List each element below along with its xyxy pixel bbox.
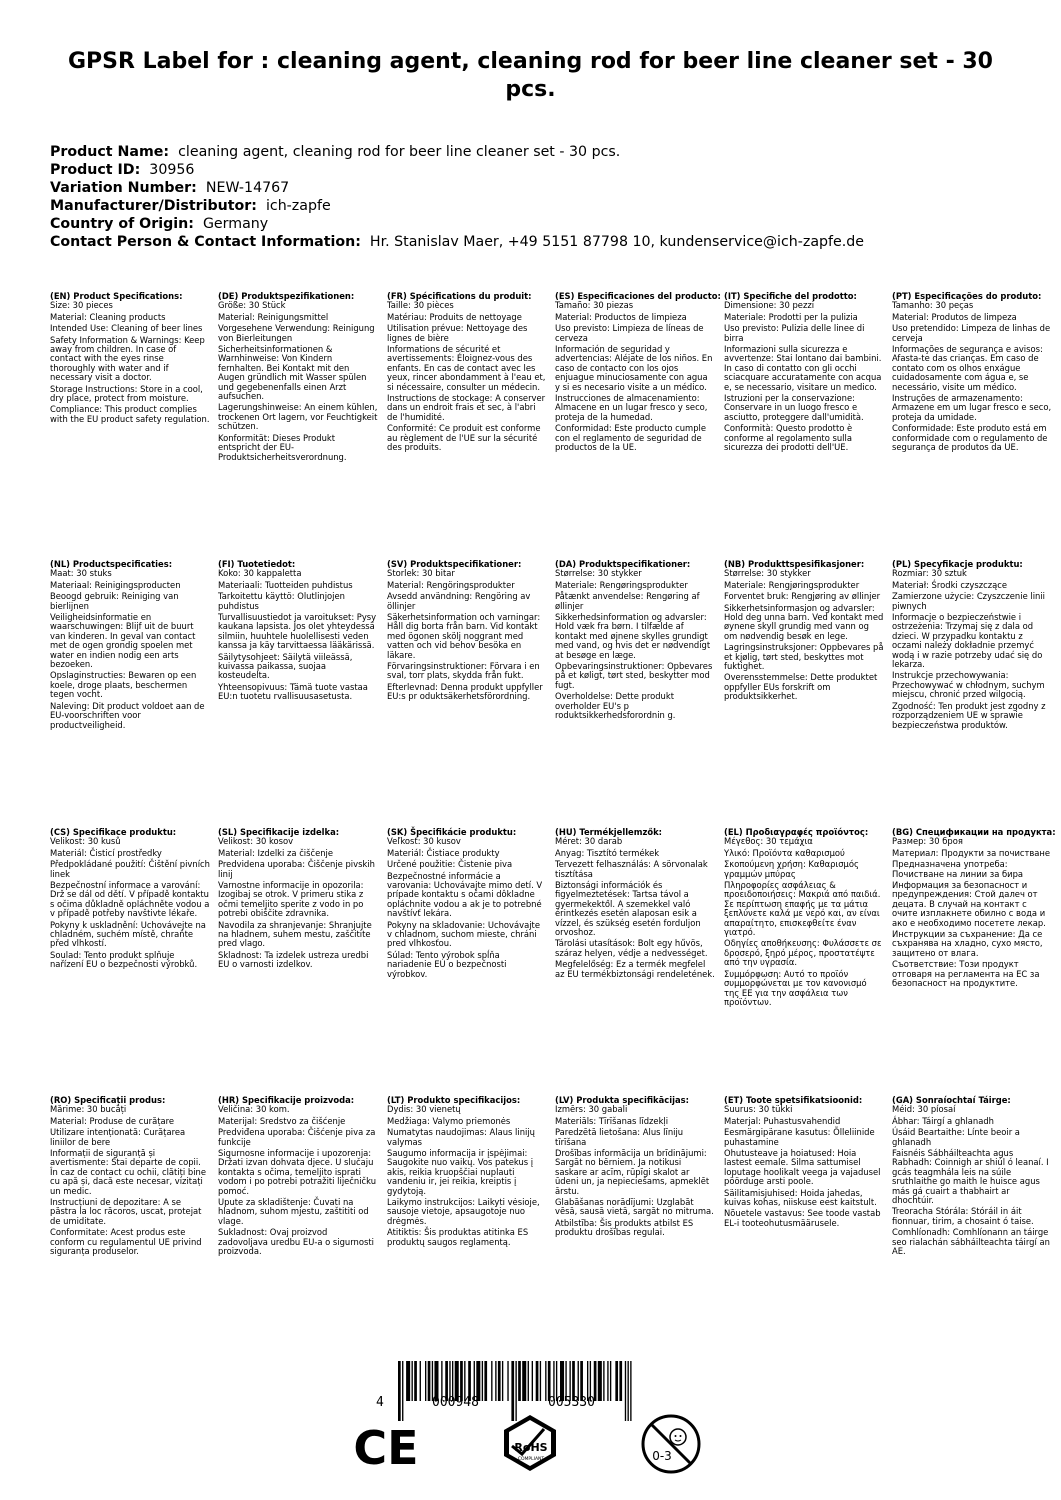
language-paragraph: Ohutusteave ja hoiatused: Hoia lastest eemale. Silma sattumisel loputage hoolikalt veega ja vajadusel pöörduge arsti poole. <box>724 1148 881 1187</box>
barcode-bar <box>428 1361 431 1401</box>
language-paragraph: Storage Instructions: Store in a cool, dry place, protect from moisture. <box>50 383 203 404</box>
language-block <box>555 291 721 455</box>
barcode-bar <box>528 1361 529 1401</box>
language-paragraph: Koko: 30 kappaletta <box>218 568 302 579</box>
language-heading: (LV) Produkta specifikācijas: <box>555 1095 689 1105</box>
language-paragraph: Størrelse: 30 stykker <box>555 568 642 579</box>
language-paragraph: Instrucțiuni de depozitare: A se păstra la loc răcoros, uscat, protejat de umiditate. <box>50 1197 202 1226</box>
language-paragraph: Tamanho: 30 peças <box>892 300 974 311</box>
language-paragraph: Zamierzone użycie: Czyszczenie linii piwnych <box>892 591 1045 611</box>
language-paragraph: Efterlevnad: Denna produkt uppfyller EU:s pr oduktsäkerhetsförordning. <box>387 681 543 702</box>
language-heading: (BG) Спецификации на продукта: <box>892 827 1056 837</box>
language-paragraph: Velikost: 30 kosov <box>218 836 294 847</box>
language-paragraph: Uso pretendido: Limpeza de linhas de cerveja <box>892 323 1051 343</box>
language-heading: (PT) Especificações do produto: <box>892 291 1042 301</box>
manufacturer-label: Manufacturer/Distributor: <box>50 198 257 214</box>
language-paragraph: Utilizare intenționată: Curățarea liniilor de bere <box>50 1127 186 1147</box>
language-paragraph: Tervezett felhasználás: A sörvonalak tisztítása <box>555 859 708 879</box>
barcode-bar <box>402 1361 403 1421</box>
language-paragraph: Ábhar: Táirgí a ghlanadh <box>892 1115 994 1126</box>
language-paragraph: Size: 30 pieces <box>50 300 113 311</box>
language-paragraph: Súlad: Tento výrobok spĺňa nariadenie EÚ o bezpečnosti výrobkov. <box>387 949 507 979</box>
language-heading: (SK) Špecifikácie produktu: <box>387 827 517 837</box>
product-id-label: Product ID: <box>50 162 141 178</box>
language-block <box>724 828 884 1009</box>
language-paragraph: Conformità: Questo prodotto è conforme al regolamento sulla sicurezza dei prodotti dell'UE. <box>724 423 853 453</box>
language-paragraph: Předpokládané použití: Čištění pivních linek <box>50 859 210 879</box>
barcode-digit-left: 4 <box>376 1395 384 1410</box>
language-paragraph: Informations de sécurité et avertissements: Éloignez-vous des enfants. En cas de contact avec les yeux, rincer abondamment à l'eau et, si nécessaire, consulter un médecin. <box>387 344 546 392</box>
product-name-label: Product Name: <box>50 144 170 160</box>
language-paragraph: Material: Reinigungsmittel <box>218 311 329 322</box>
language-paragraph: Materiál: Čistiace produkty <box>387 847 500 858</box>
language-heading: (DA) Produktspecifikationer: <box>555 559 691 569</box>
language-paragraph: Instruções de armazenamento: Armazene em um lugar fresco e seco, proteja da umidade. <box>892 393 1052 422</box>
language-block <box>555 828 715 981</box>
barcode-bar <box>603 1361 604 1401</box>
variation-number-value: NEW-14767 <box>205 180 290 196</box>
language-paragraph: Matériau: Produits de nettoyage <box>387 311 522 322</box>
language-paragraph: Uso previsto: Pulizia delle linee di birra <box>724 323 865 343</box>
language-heading: (SV) Produktspecifikationer: <box>387 559 522 569</box>
language-paragraph: Информация за безопасност и предупреждения: Стой далеч от децата. В случай на контакт с очите изплакнете обилно с вода и ако е необходимо посетете лекар. <box>892 880 1046 928</box>
language-paragraph: Förvaringsinstruktioner: Förvara i en sval, torr plats, skydda från fukt. <box>387 661 540 681</box>
language-paragraph: Предназначена употреба: Почистване на линии за бира <box>892 859 1024 879</box>
language-paragraph: Eesmärgipärane kasutus: Õlleliinide puhastamine <box>724 1127 875 1147</box>
language-heading: (EN) Product Specifications: <box>50 291 183 301</box>
barcode-bar <box>398 1361 401 1421</box>
barcode-bar <box>607 1361 608 1401</box>
barcode-bar <box>425 1361 426 1401</box>
language-paragraph: Velikost: 30 kusů <box>50 836 121 847</box>
language-heading: (LT) Produkto specifikacijos: <box>387 1095 521 1105</box>
language-paragraph: Pokyny k uskladnění: Uchovávejte na chladném, suchém místě, chraňte před vlhkostí. <box>50 919 206 949</box>
language-paragraph: Laikymo instrukcijos: Laikyti vėsioje, sausoje vietoje, apsaugotoje nuo drėgmės. <box>387 1197 540 1226</box>
language-paragraph: Yhteensopivuus: Tämä tuote vastaa EU:n tuotetu rvallisuusasetusta. <box>218 681 368 702</box>
language-paragraph: Materjal: Puhastusvahendid <box>724 1115 841 1126</box>
language-paragraph: Размер: 30 броя <box>892 836 963 847</box>
language-paragraph: Glabāšanas norādījumi: Uzglabāt vēsā, sausā vietā, sargāt no mitruma. <box>555 1197 714 1217</box>
language-paragraph: Materiale: Prodotti per la pulizia <box>724 311 858 322</box>
language-paragraph: Rozmiar: 30 sztuk <box>892 568 967 579</box>
barcode-bar <box>628 1361 629 1421</box>
language-paragraph: Material: Produse de curățare <box>50 1115 175 1126</box>
ce-mark-text: CE <box>353 1421 419 1472</box>
barcode-digits-mid: 000948 <box>432 1395 479 1410</box>
language-paragraph: Dimensione: 30 pezzi <box>724 300 815 311</box>
language-heading: (PL) Specyfikacje produktu: <box>892 559 1023 569</box>
language-paragraph: Paredzētā lietošana: Alus līniju tīrīšana <box>555 1127 684 1147</box>
language-paragraph: Opbevaringsinstruktioner: Opbevares på et køligt, tørt sted, beskytter mod fugt. <box>555 661 713 690</box>
language-paragraph: Informacje o bezpieczeństwie i ostrzeżenia: Trzymaj się z dala od dzieci. W przypadku kontaktu z oczami należy dokładnie przemyć wodą i w razie potrzeby udać się do lekarza. <box>892 612 1043 670</box>
language-paragraph: Izmērs: 30 gabali <box>555 1104 628 1115</box>
language-block <box>724 292 884 455</box>
language-paragraph: Tamaño: 30 piezas <box>555 300 634 311</box>
language-paragraph: Comhlíonadh: Comhlíonann an táirge seo rialachán sábháilteachta táirgí an AE. <box>892 1227 1050 1257</box>
contact-row <box>50 233 1030 251</box>
language-paragraph: Taille: 30 pièces <box>387 300 454 311</box>
language-paragraph: Méid: 30 píosaí <box>892 1104 956 1115</box>
product-info <box>50 143 1030 251</box>
language-paragraph: Conformité: Ce produit est conforme au règlement de l'UE sur la sécurité des produits. <box>387 423 541 453</box>
language-paragraph: Atbilstība: Šis produkts atbilst ES produktu drošības regulai. <box>555 1217 694 1238</box>
language-paragraph: Treoracha Stórála: Stóráil in áit fionnuar, tirim, a chosaint ó taise. <box>892 1206 1034 1226</box>
manufacturer-row <box>50 197 1030 215</box>
language-paragraph: Материал: Продукти за почистване <box>892 847 1051 858</box>
barcode-bar <box>545 1361 546 1401</box>
language-paragraph: Megfelelőség: Ez a termék megfelel az EU termékbiztonsági rendeletének. <box>555 959 715 979</box>
language-block <box>50 1096 210 1259</box>
rohs-text: RoHS <box>514 1441 548 1454</box>
language-paragraph: Faisnéis Sábháilteachta agus Rabhadh: Coinnigh ar shiúl ó leanaí. I gcás teagmhála leis na súile sruthlaithe go maith le huisce agus más gá cuairt a thabhairt ar dhochtúir. <box>892 1148 1049 1206</box>
barcode-bar <box>518 1361 521 1401</box>
language-block <box>892 292 1052 455</box>
footer-marks <box>0 1355 1061 1500</box>
language-paragraph: Información de seguridad y advertencias: Aléjate de los niños. En caso de contacto con los ojos enjuague minuciosamente con agua y si es necesario visite a un médico. <box>555 344 713 392</box>
language-paragraph: Material: Productos de limpieza <box>555 311 687 322</box>
language-paragraph: Μέγεθος: 30 τεμάχια <box>724 836 813 847</box>
language-paragraph: Säkerhetsinformation och varningar: Håll dig borta från barn. Vid kontakt med ögonen skölj noggrant med vatten och vid behov besöka en läkare. <box>387 612 541 660</box>
language-block <box>892 827 1056 991</box>
language-row <box>50 292 1060 560</box>
language-block <box>218 560 378 704</box>
language-heading: (DE) Produktspezifikationen: <box>218 291 355 301</box>
language-paragraph: Anyag: Tisztító termékek <box>555 847 660 858</box>
language-paragraph: Οδηγίες αποθήκευσης: Φυλάσσετε σε δροσερό, ξηρό μέρος, προστατέψτε από την υγρασία. <box>724 938 882 968</box>
language-paragraph: Säilitamisjuhised: Hoida jahedas, kuivas kohas, niiskuse eest kaitstult. <box>724 1187 877 1208</box>
language-paragraph: Materijal: Sredstvo za čišćenje <box>218 1115 346 1126</box>
language-paragraph: Tárolási utasítások: Bolt egy hűvös, száraz helyen, védje a nedvességet. <box>555 938 708 958</box>
language-paragraph: Bezpečnostné informácie a varovania: Uchovávajte mimo detí. V prípade kontaktu s očami dôkladne opláchnite vodou a ak je to potrebné navštívť lekára. <box>387 870 543 919</box>
language-paragraph: Σκοπούμενη χρήση: Καθαρισμός γραμμών μπύρας <box>724 859 859 879</box>
language-paragraph: Storlek: 30 bitar <box>387 568 455 579</box>
language-block <box>724 560 884 704</box>
language-paragraph: Maat: 30 stuks <box>50 568 112 579</box>
language-paragraph: Größe: 30 Stück <box>218 300 286 311</box>
language-paragraph: Säilytysohjeet: Säilytä viileässä, kuivassa paikassa, suojaa kosteudelta. <box>218 651 353 681</box>
language-heading: (FI) Tuotetiedot: <box>218 559 296 569</box>
barcode-bar <box>615 1361 618 1401</box>
language-paragraph: Vorgesehene Verwendung: Reinigung von Bierleitungen <box>218 323 375 343</box>
language-block <box>50 828 210 972</box>
language-paragraph: Material: Produtos de limpeza <box>892 311 1017 322</box>
language-paragraph: Beoogd gebruik: Reiniging van bierlijnen <box>50 591 179 611</box>
language-paragraph: Soulad: Tento produkt splňuje nařízení EU o bezpečnosti výrobků. <box>50 949 198 970</box>
language-paragraph: Úsáid Beartaithe: Línte beoir a ghlanadh <box>892 1127 1020 1147</box>
language-block <box>555 560 715 723</box>
language-paragraph: Sikkerhetsinformasjon og advarsler: Hold deg unna barn. Ved kontakt med øynene skyll grundig med vann og om nødvendig besøk en lege. <box>724 602 884 641</box>
language-paragraph: Méret: 30 darab <box>555 836 623 847</box>
language-paragraph: Určené použitie: Čistenie piva <box>387 859 513 870</box>
barcode-bar <box>625 1361 626 1421</box>
language-paragraph: Sukladnost: Ovaj proizvod zadovoljava uredbu EU-a o sigurnosti proizvoda. <box>218 1227 374 1257</box>
barcode-digits-right: 005330 <box>548 1395 595 1410</box>
language-heading: (GA) Sonraíochtaí Táirge: <box>892 1095 1011 1105</box>
country-label: Country of Origin: <box>50 216 194 232</box>
language-heading: (IT) Specifiche del prodotto: <box>724 291 857 301</box>
age-warning-icon <box>640 1413 702 1475</box>
language-paragraph: Veličina: 30 kom. <box>218 1104 290 1115</box>
product-id-row <box>50 161 1030 179</box>
language-paragraph: Lagringsinstruksjoner: Oppbevares på et kjølig, tørt sted, beskyttes mot fuktighet. <box>724 642 884 672</box>
barcode-bar <box>502 1361 503 1401</box>
language-paragraph: Material: Izdelki za čiščenje <box>218 847 334 858</box>
language-block <box>724 1096 884 1230</box>
language-paragraph: Informações de segurança e avisos: Afasta-te das crianças. Em caso de contato com os olhos enxágue cuidadosamente com água e, se necessário, visite um médico. <box>892 344 1043 392</box>
barcode-bar <box>414 1361 417 1401</box>
language-paragraph: Materiał: Środki czyszczące <box>892 579 1008 590</box>
rohs-compliant-text: COMPLIANT <box>517 1457 545 1462</box>
language-paragraph: Predvidena uporaba: Čiščenje pivskih linij <box>218 859 375 879</box>
language-heading: (NB) Produkttspesifikasjoner: <box>724 559 865 569</box>
language-paragraph: Sicherheitsinformationen & Warnhinweise: Von Kindern fernhalten. Bei Kontakt mit den Augen gründlich mit Wasser spülen und gegebenenfalls einen Arzt aufsuchen. <box>218 344 367 402</box>
barcode-bar <box>507 1361 508 1401</box>
language-paragraph: Materiale: Rengjøringsprodukter <box>724 579 860 590</box>
barcode-bar <box>515 1361 516 1421</box>
language-paragraph: Overensstemmelse: Dette produktet oppfyller EUs forskrift om produktsikkerhet. <box>724 672 878 702</box>
language-block <box>387 828 547 981</box>
language-paragraph: Intended Use: Cleaning of beer lines <box>50 323 203 334</box>
language-block <box>218 828 378 972</box>
language-paragraph: Medžiaga: Valymo priemonės <box>387 1115 511 1126</box>
barcode-bar <box>484 1361 487 1401</box>
language-block <box>892 1096 1052 1259</box>
language-paragraph: Atitiktis: Šis produktas atitinka ES produktų saugos reglamentą. <box>387 1227 529 1247</box>
variation-number-row <box>50 179 1030 197</box>
language-paragraph: Materiāls: Tīrīšanas līdzekļi <box>555 1115 669 1126</box>
barcode-bar <box>482 1361 483 1401</box>
language-paragraph: Utilisation prévue: Nettoyage des lignes de bière <box>387 323 528 343</box>
language-paragraph: Πληροφορίες ασφάλειας & προειδοποιήσεις: Μακριά από παιδιά. Σε περίπτωση επαφής με τα μάτια ξεπλύνετε καλά με νερό και, αν είναι απαραίτητο, επισκεφθείτε έναν γιατρό. <box>724 880 881 938</box>
language-paragraph: Conformidad: Este producto cumple con el reglamento de seguridad de productos de la UE. <box>555 423 706 453</box>
language-paragraph: Υλικό: Προϊόντα καθαρισμού <box>724 847 845 858</box>
language-heading: (EL) Προδιαγραφές προϊόντος: <box>724 827 869 837</box>
language-paragraph: Material: Rengöringsprodukter <box>387 579 515 590</box>
language-paragraph: Sikkerhedsinformation og advarsler: Hold væk fra børn. I tilfælde af kontakt med øjnene skylles grundigt med vand, og hvis det er nødvendigt at besøge en læge. <box>555 612 711 660</box>
language-block <box>892 560 1052 732</box>
rohs-icon <box>500 1413 560 1473</box>
language-paragraph: Materiale: Rengøringsprodukter <box>555 579 688 590</box>
country-row <box>50 215 1030 233</box>
language-paragraph: Informații de siguranță și avertismente: Stai departe de copii. În caz de contact cu ochii, clătiți bine cu apă și, dacă este necesar, vizitați un medic. <box>50 1148 207 1196</box>
age-text: 0-3 <box>652 1449 672 1463</box>
language-heading: (ET) Toote spetsifikatsioonid: <box>724 1095 863 1105</box>
language-paragraph: Uso previsto: Limpieza de líneas de cerveza <box>555 323 704 343</box>
language-paragraph: Material: Cleaning products <box>50 311 166 322</box>
language-paragraph: Opslaginstructies: Bewaren op een koele, droge plaats, beschermen tegen vocht. <box>50 670 197 700</box>
barcode-bar <box>610 1361 611 1401</box>
ce-mark-icon <box>350 1420 422 1472</box>
language-row <box>50 560 1060 828</box>
barcode-bar <box>536 1361 539 1401</box>
contact-value: Hr. Stanislav Maer, +49 5151 87798 10, kundenservice@ich-zapfe.de <box>369 234 865 250</box>
barcode-bar <box>420 1361 421 1401</box>
product-name-row <box>50 143 1030 161</box>
language-block <box>387 292 547 455</box>
barcode-bar <box>495 1361 496 1401</box>
language-paragraph: Drošības informācija un brīdinājumi: Sargāt no bērniem. Ja notikusi saskare ar acīm, rūpīgi skalot ar ūdeni un, ja nepieciešams, apmeklēt ārstu. <box>555 1148 710 1196</box>
language-paragraph: Instrukcje przechowywania: Przechowywać w chłodnym, suchym miejscu, chronić przed wilgocią. <box>892 670 1045 700</box>
language-block <box>555 1096 715 1240</box>
language-paragraph: Materiál: Čisticí prostředky <box>50 847 162 858</box>
language-paragraph: Predviđena uporaba: Čišćenje piva za funkcije <box>218 1127 376 1147</box>
language-paragraph: Sigurnosne informacije i upozorenja: Držati izvan dohvata djece. U slučaju kontakta s očima, temeljito isprati vodom i po potrebi potražiti liječničku pomoć. <box>218 1148 377 1196</box>
language-heading: (SL) Specifikacije izdelka: <box>218 827 340 837</box>
language-paragraph: Avsedd användning: Rengöring av öllinjer <box>387 591 531 611</box>
language-grid <box>50 292 1060 1376</box>
barcode <box>392 1361 640 1421</box>
manufacturer-value: ich-zapfe <box>265 198 331 214</box>
language-paragraph: Nõuetele vastavus: See toode vastab EL-i tooteohutusmäärusele. <box>724 1208 881 1228</box>
language-paragraph: Varnostne informacije in opozorila: Izogibaj se otrok. V primeru stika z očmi temeljito sperite z vodo in po potrebi obiščite zdravnika. <box>218 880 364 919</box>
language-paragraph: Biztonsági információk és figyelmeztetések: Tartsa távol a gyermekektől. A szemekkel való érintkezés esetén alaposan esik a vízzel, és szükség esetén forduljon orvoshoz. <box>555 880 701 938</box>
language-block <box>218 1096 378 1259</box>
language-paragraph: Mărime: 30 bucăți <box>50 1104 127 1115</box>
language-paragraph: Naleving: Dit product voldoet aan de EU-voorschriften voor productveiligheid. <box>50 700 205 730</box>
language-paragraph: Zgodność: Ten produkt jest zgodny z rozporządzeniem UE w sprawie bezpieczeństwa produktów. <box>892 700 1046 730</box>
language-paragraph: Forventet bruk: Rengjøring av øllinjer <box>724 591 881 602</box>
language-paragraph: Instrucciones de almacenamiento: Almacene en un lugar fresco y seco, proteja de la humedad. <box>555 393 708 422</box>
language-paragraph: Tarkoitettu käyttö: Olutlinjojen puhdistus <box>218 591 345 611</box>
language-paragraph: Съответствие: Този продукт отговаря на регламента на ЕС за безопасност на продуктите. <box>892 959 1040 989</box>
language-heading: (ES) Especificaciones del producto: <box>555 291 721 301</box>
language-heading: (NL) Productspecificaties: <box>50 559 173 569</box>
language-paragraph: Upute za skladištenje: Čuvati na hladnom, suhom mjestu, zaštititi od vlage. <box>218 1197 369 1226</box>
language-paragraph: Informazioni sulla sicurezza e avvertenze: Stai lontano dai bambini. In caso di contatto con gli occhi sciacquare accuratamente con acqua e, se necessario, visitare un medico. <box>724 344 882 392</box>
country-value: Germany <box>202 216 269 232</box>
language-paragraph: Påtænkt anvendelse: Rengøring af øllinjer <box>555 591 700 611</box>
barcode-bar <box>598 1361 602 1401</box>
barcode-bar <box>522 1361 526 1401</box>
barcode-bar <box>511 1361 514 1421</box>
language-paragraph: Veľkosť: 30 kusov <box>387 836 461 847</box>
language-paragraph: Dydis: 30 vienetų <box>387 1104 461 1115</box>
barcode-bar <box>406 1361 410 1401</box>
language-paragraph: Suurus: 30 tükki <box>724 1104 793 1115</box>
language-paragraph: Størrelse: 30 stykker <box>724 568 811 579</box>
language-paragraph: Instructions de stockage: A conserver dans un endroit frais et sec, à l'abri de l'humidité. <box>387 393 546 422</box>
language-paragraph: Materiaali: Tuotteiden puhdistus <box>218 579 353 590</box>
language-paragraph: Veiligheidsinformatie en waarschuwingen: Blijf uit de buurt van kinderen. In geval van contact met de ogen grondig spoelen met water en indien nodig een arts bezoeken. <box>50 612 196 670</box>
language-paragraph: Safety Information & Warnings: Keep away from children. In case of contact with the eyes rinse thoroughly with water and if necessary visit a doctor. <box>50 334 205 383</box>
language-paragraph: Skladnost: Ta izdelek ustreza uredbi EU o varnosti izdelkov. <box>218 949 369 970</box>
language-paragraph: Pokyny na skladovanie: Uchovávajte v chladnom, suchom mieste, chráni pred vlhkosťou. <box>387 919 540 949</box>
language-paragraph: Saugumo informacija ir įspėjimai: Saugokite nuo vaikų. Vos patekus į akis, reikia kruopščiai nuplauti vandeniu ir, jei reikia, kreiptis į gydytoją. <box>387 1148 534 1196</box>
product-id-value: 30956 <box>149 162 195 178</box>
language-paragraph: Overholdelse: Dette produkt overholder EU's p roduktsikkerhedsforordnin g. <box>555 691 676 721</box>
language-row <box>50 1096 1060 1376</box>
barcode-bar <box>491 1361 492 1401</box>
barcode-bar <box>532 1361 533 1401</box>
language-heading: (HU) Termékjellemzők: <box>555 827 663 837</box>
variation-number-label: Variation Number: <box>50 180 197 196</box>
language-paragraph: Materiaal: Reinigingsproducten <box>50 579 181 590</box>
language-paragraph: Istruzioni per la conservazione: Conservare in un luogo fresco e asciutto, proteggere dall'umidità. <box>724 393 864 422</box>
barcode-bar <box>412 1361 413 1401</box>
page-title: GPSR Label for : cleaning agent, cleaning rod for beer line cleaner set - 30 pcs. <box>68 49 993 102</box>
language-heading: (HR) Specifikacije proizvoda: <box>218 1095 355 1105</box>
language-block <box>387 560 547 704</box>
language-heading: (CS) Specifikace produktu: <box>50 827 177 837</box>
language-block <box>218 292 378 464</box>
language-paragraph: Conformidade: Este produto está em conformidade com o regulamento de segurança de produtos da UE. <box>892 423 1048 453</box>
language-paragraph: Συμμόρφωση: Αυτό το προϊόν συμμορφώνεται με τον κανονισμό της ΕΕ για την ασφάλεια των προϊόντων. <box>724 968 867 1007</box>
language-block <box>50 560 210 732</box>
barcode-bar <box>619 1361 622 1401</box>
language-row <box>50 828 1060 1096</box>
language-paragraph: Turvallisuustiedot ja varoitukset: Pysy kaukana lapsista. Jos olet yhteydessä silmiin, huuhtele huolellisesti veden kanssa ja käy tarvittaessa lääkärissä. <box>218 612 377 651</box>
language-paragraph: Инструкции за съхранение: Да се съхранява на хладно, сухо място, защитено от влага. <box>892 929 1043 958</box>
contact-label: Contact Person & Contact Information: <box>50 234 361 250</box>
language-paragraph: Numatytas naudojimas: Alaus linijų valymas <box>387 1127 535 1147</box>
language-paragraph: Navodila za shranjevanje: Shranjujte na hladnem, suhem mestu, zaščitite pred vlago. <box>218 919 372 949</box>
language-paragraph: Conformitate: Acest produs este conform cu regulamentul UE privind siguranța produselor. <box>50 1227 202 1257</box>
barcode-bar <box>630 1361 631 1421</box>
language-block <box>387 1096 547 1249</box>
barcode-bar <box>498 1361 501 1401</box>
product-name-value: cleaning agent, cleaning rod for beer line cleaner set - 30 pcs. <box>178 144 621 160</box>
barcode-bar <box>540 1361 541 1401</box>
language-heading: (RO) Specificații produs: <box>50 1095 166 1105</box>
language-block <box>50 292 210 426</box>
language-paragraph: Lagerungshinweise: An einem kühlen, trockenen Ort lagern, vor Feuchtigkeit schützen. <box>218 402 378 432</box>
language-paragraph: Compliance: This product complies with the EU product safety regulation. <box>50 404 210 424</box>
language-heading: (FR) Spécifications du produit: <box>387 291 532 301</box>
language-paragraph: Bezpečnostní informace a varování: Drž se dál od dětí. V případě kontaktu s očima důkladně opláchněte vodou a v případě potřeby navštivte lékaře. <box>50 880 210 919</box>
language-paragraph: Konformität: Dieses Produkt entspricht der EU-Produktsicherheitsverordnung. <box>218 432 347 462</box>
